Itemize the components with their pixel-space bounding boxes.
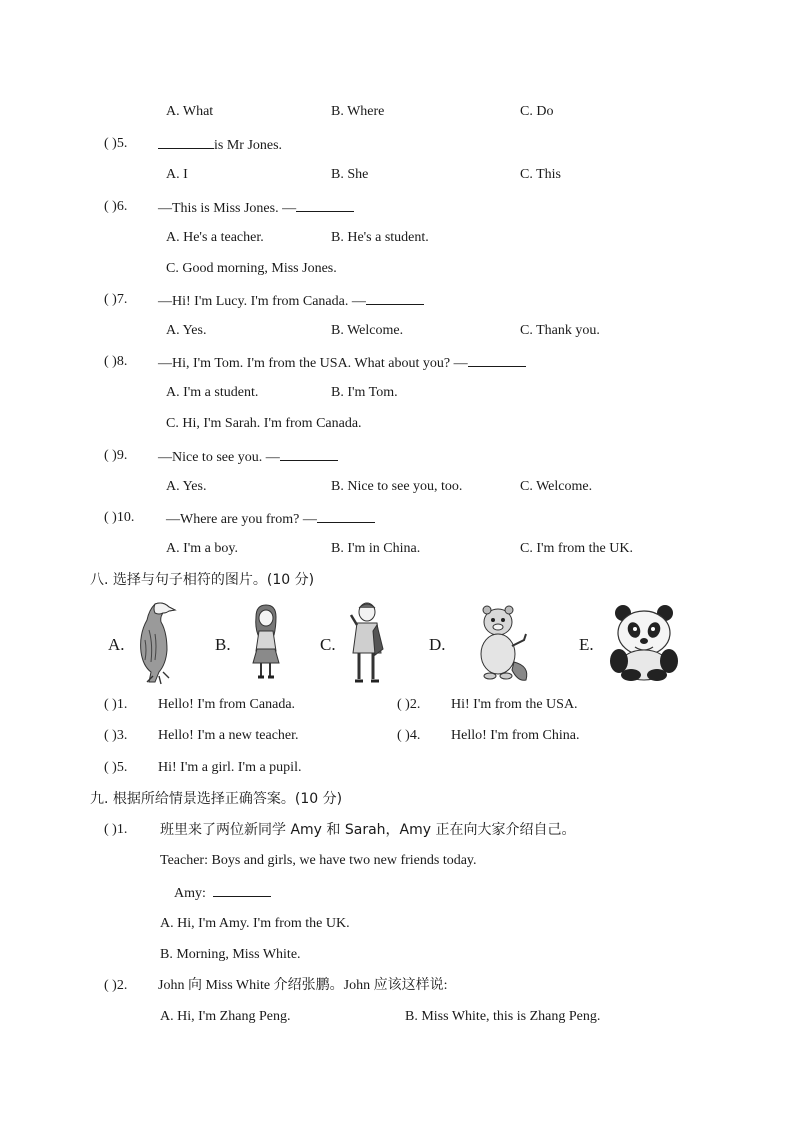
s9-q1-teacher-line: Teacher: Boys and girls, we have two new friends today. <box>160 853 477 868</box>
q10-stem-text: —Where are you from? — <box>166 512 317 527</box>
q10-option-a: A. I'm a boy. <box>166 541 238 556</box>
answer-blank[interactable] <box>213 883 271 897</box>
q6-option-b: B. He's a student. <box>331 230 429 245</box>
picture-letter-d: D. <box>429 635 446 654</box>
answer-blank[interactable] <box>280 447 338 461</box>
q6-option-a: A. He's a teacher. <box>166 230 264 245</box>
picture-letter-e: E. <box>579 635 594 654</box>
q7-stem-text: —Hi! I'm Lucy. I'm from Canada. — <box>158 294 366 309</box>
q9-number: ( )9. <box>104 448 128 463</box>
q5-stem-text: is Mr Jones. <box>214 138 283 153</box>
q9-option-a: A. Yes. <box>166 479 207 494</box>
s8-q3-number: ( )3. <box>104 728 128 743</box>
s8-q1-number: ( )1. <box>104 697 128 712</box>
picture-letter-b: B. <box>215 635 231 654</box>
q5-number: ( )5. <box>104 136 128 151</box>
answer-blank[interactable] <box>158 135 214 149</box>
eagle-icon <box>133 600 181 686</box>
q7-option-a: A. Yes. <box>166 323 207 338</box>
s9-q1-number: ( )1. <box>104 822 128 837</box>
q9-option-c: C. Welcome. <box>520 479 593 494</box>
section-8-title: 八. 选择与句子相符的图片。(10 分) <box>90 572 315 588</box>
q8-stem <box>158 353 526 373</box>
q9-option-b: B. Nice to see you, too. <box>331 479 463 494</box>
q10-number: ( )10. <box>104 510 135 525</box>
q7-option-b: B. Welcome. <box>331 323 404 338</box>
s8-q4-number: ( )4. <box>397 728 421 743</box>
q9-stem <box>158 447 338 467</box>
s8-q3-text: Hello! I'm a new teacher. <box>158 728 299 743</box>
s8-q5-text: Hi! I'm a girl. I'm a pupil. <box>158 760 302 775</box>
s9-q2-scene: John 向 Miss White 介绍张鹏。John 应该这样说: <box>158 978 448 993</box>
s8-q4-text: Hello! I'm from China. <box>451 728 580 743</box>
q7-option-c: C. Thank you. <box>520 323 600 338</box>
s9-q1-option-a: A. Hi, I'm Amy. I'm from the UK. <box>160 916 350 931</box>
q7-stem <box>158 291 424 311</box>
q8-option-a: A. I'm a student. <box>166 385 259 400</box>
q5-stem <box>158 135 282 155</box>
picture-letter-a: A. <box>108 635 125 654</box>
answer-blank[interactable] <box>366 291 424 305</box>
answer-blank[interactable] <box>317 509 375 523</box>
q6-stem <box>158 198 354 218</box>
q8-option-c: C. Hi, I'm Sarah. I'm from Canada. <box>166 416 362 431</box>
q6-stem-text: —This is Miss Jones. — <box>158 201 297 216</box>
q4-option-c: C. Do <box>520 104 554 119</box>
picture-letter-c: C. <box>320 635 336 654</box>
q6-option-c: C. Good morning, Miss Jones. <box>166 261 337 276</box>
q5-option-a: A. I <box>166 167 188 182</box>
q8-stem-text: —Hi, I'm Tom. I'm from the USA. What about you? — <box>158 356 468 371</box>
s8-q1-text: Hello! I'm from Canada. <box>158 697 296 712</box>
q4-option-a: A. What <box>166 104 214 119</box>
q10-option-c: C. I'm from the UK. <box>520 541 633 556</box>
answer-blank[interactable] <box>296 198 354 212</box>
q10-stem <box>166 509 375 529</box>
beaver-icon <box>472 602 536 684</box>
q8-number: ( )8. <box>104 354 128 369</box>
s9-q2-option-b: B. Miss White, this is Zhang Peng. <box>405 1009 601 1024</box>
s8-q2-text: Hi! I'm from the USA. <box>451 697 578 712</box>
q10-option-b: B. I'm in China. <box>331 541 421 556</box>
girl-icon <box>248 603 284 683</box>
section-9-title: 九. 根据所给情景选择正确答案。(10 分) <box>90 791 343 807</box>
q5-option-b: B. She <box>331 167 369 182</box>
q6-number: ( )6. <box>104 199 128 214</box>
answer-blank[interactable] <box>468 353 526 367</box>
s9-q1-scene: 班里来了两位新同学 Amy 和 Sarah，Amy 正在向大家介绍自己。 <box>160 822 576 838</box>
q8-option-b: B. I'm Tom. <box>331 385 398 400</box>
s8-q5-number: ( )5. <box>104 760 128 775</box>
q4-option-b: B. Where <box>331 104 385 119</box>
s9-q1-amy-line <box>174 883 271 903</box>
q9-stem-text: —Nice to see you. — <box>158 450 280 465</box>
q5-option-c: C. This <box>520 167 561 182</box>
q7-number: ( )7. <box>104 292 128 307</box>
man-icon <box>345 601 389 685</box>
panda-icon <box>609 603 679 681</box>
s9-q1-amy-label: Amy: <box>174 886 206 901</box>
s9-q1-option-b: B. Morning, Miss White. <box>160 947 301 962</box>
s9-q2-option-a: A. Hi, I'm Zhang Peng. <box>160 1009 291 1024</box>
s9-q2-number: ( )2. <box>104 978 128 993</box>
s8-q2-number: ( )2. <box>397 697 421 712</box>
